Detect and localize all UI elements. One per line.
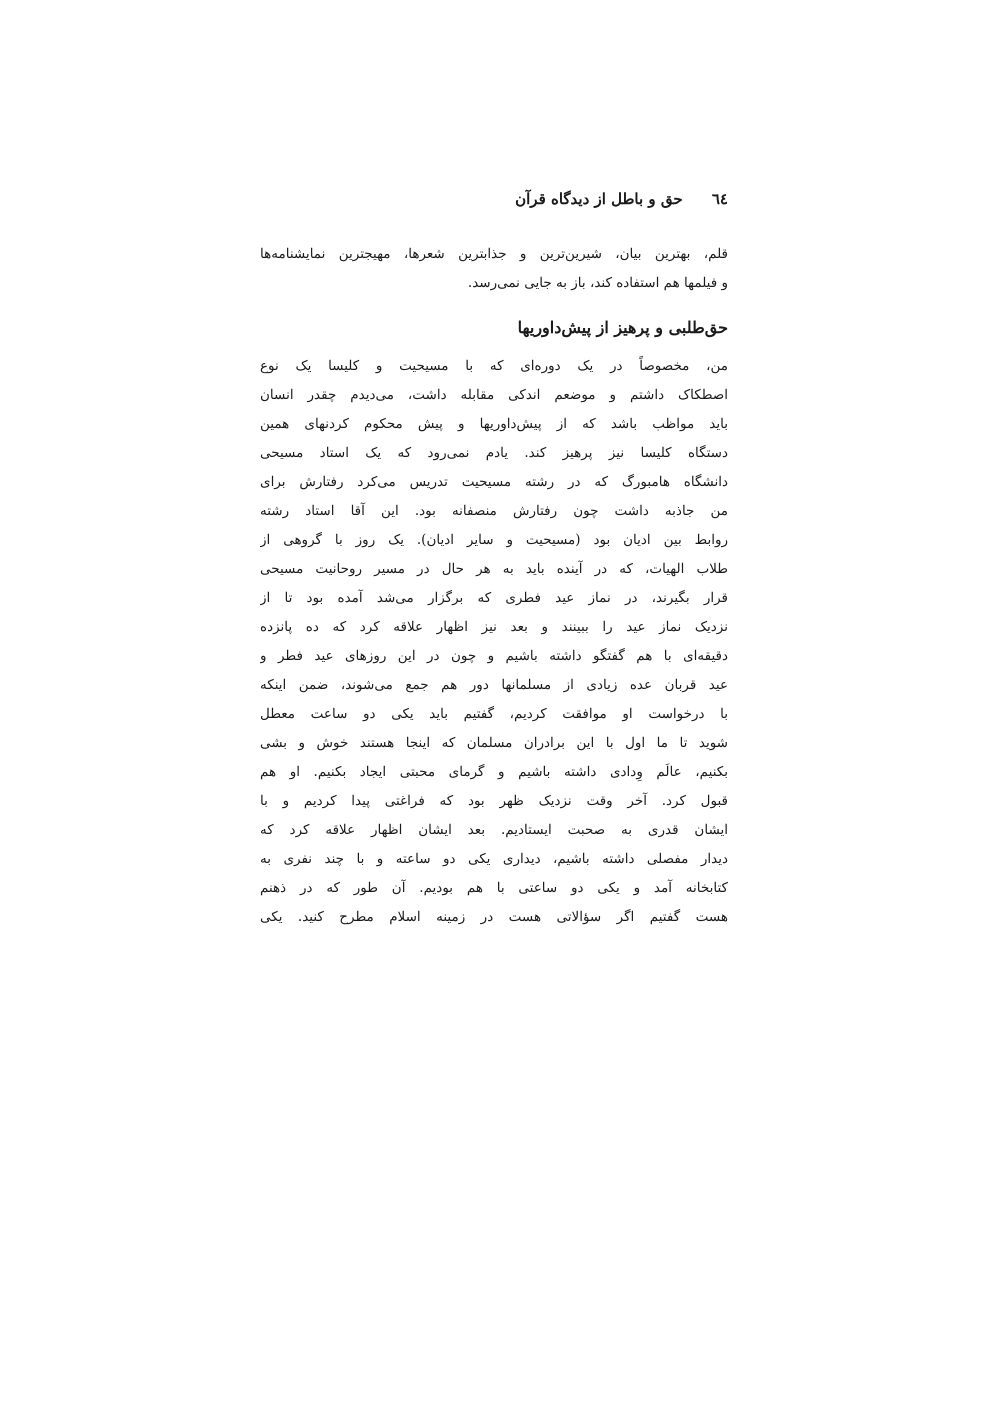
text-line: قرار بگیرند، در نماز عید فطری که برگزار می‌شد آمده بود تا از (260, 590, 728, 606)
body-paragraph (260, 352, 728, 932)
running-header (515, 190, 728, 208)
text-line: شوید تا ما اول با این برادران مسلمان که اینجا هستند خوش و بشی (260, 735, 728, 751)
page-number: ٦٤ (711, 190, 728, 208)
text-line: من، مخصوصاً در یک دوره‌ای که با مسیحیت و کلیسا یک نوع (260, 358, 728, 374)
text-line: ایشان قدری به صحبت ایستادیم. بعد ایشان اظهار علاقه کرد که (260, 822, 728, 838)
text-line: باید مواظب باشد که از پیش‌داوریها و پیش محکوم کردنهای همین (260, 416, 728, 432)
text-line: بکنیم، عالَم وِدادی داشته باشیم و گرمای محبتی ایجاد بکنیم. او هم (260, 764, 728, 780)
text-line: قلم، بهترین بیان، شیرین‌ترین و جذابترین شعرها، مهیجترین نمایشنامه‌ها (260, 246, 728, 262)
text-line: و فیلمها هم استفاده کند، باز به جایی نمی‌رسد. (467, 275, 728, 291)
text-line: دقیقه‌ای با هم گفتگو داشته باشیم و چون در این روزهای عید فطر و (260, 648, 728, 664)
text-line: با درخواست او موافقت کردیم، گفتیم باید یکی دو ساعت معطل (260, 706, 728, 722)
text-line: قبول کرد. آخر وقت نزدیک ظهر بود که فراغتی پیدا کردیم و با (260, 793, 728, 809)
text-line: دستگاه کلیسا نیز پرهیز کند. یادم نمی‌رود که یک استاد مسیحی (260, 445, 728, 461)
text-line: روابط بین ادیان بود (مسیحیت و سایر ادیان). یک روز با گروهی از (260, 532, 728, 548)
intro-paragraph (260, 240, 728, 298)
running-title: حق و باطل از دیدگاه قرآن (515, 190, 683, 208)
text-line: اصطکاک داشتم و موضعم اندکی مقابله داشت، می‌دیدم چقدر انسان (260, 387, 728, 403)
text-line: دانشگاه هامبورگ که در رشته مسیحیت تدریس می‌کرد رفتارش برای (260, 474, 728, 490)
text-line: عید قربان عده زیادی از مسلمانها دور هم جمع می‌شوند، ضمن اینکه (260, 677, 728, 693)
section-title: حق‌طلبی و پرهیز از پیش‌داوریها (517, 318, 728, 337)
text-line: طلاب الهیات، که در آینده باید به هر حال در مسیر روحانیت مسیحی (260, 561, 728, 577)
text-line: نزدیک نماز عید را ببینند و بعد نیز اظهار علاقه کرد که ده پانزده (260, 619, 728, 635)
text-line: هست گفتیم اگر سؤالاتی هست در زمینه اسلام مطرح کنید. یکی (260, 909, 728, 925)
text-line: دیدار مفصلی داشته باشیم، دیداری یکی دو ساعته و با چند نفری به (260, 851, 728, 867)
text-line: کتابخانه آمد و یکی دو ساعتی با هم بودیم. آن طور که در ذهنم (260, 880, 728, 896)
text-line: من جاذبه داشت چون رفتارش منصفانه بود. این آقا استاد رشته (260, 503, 728, 519)
